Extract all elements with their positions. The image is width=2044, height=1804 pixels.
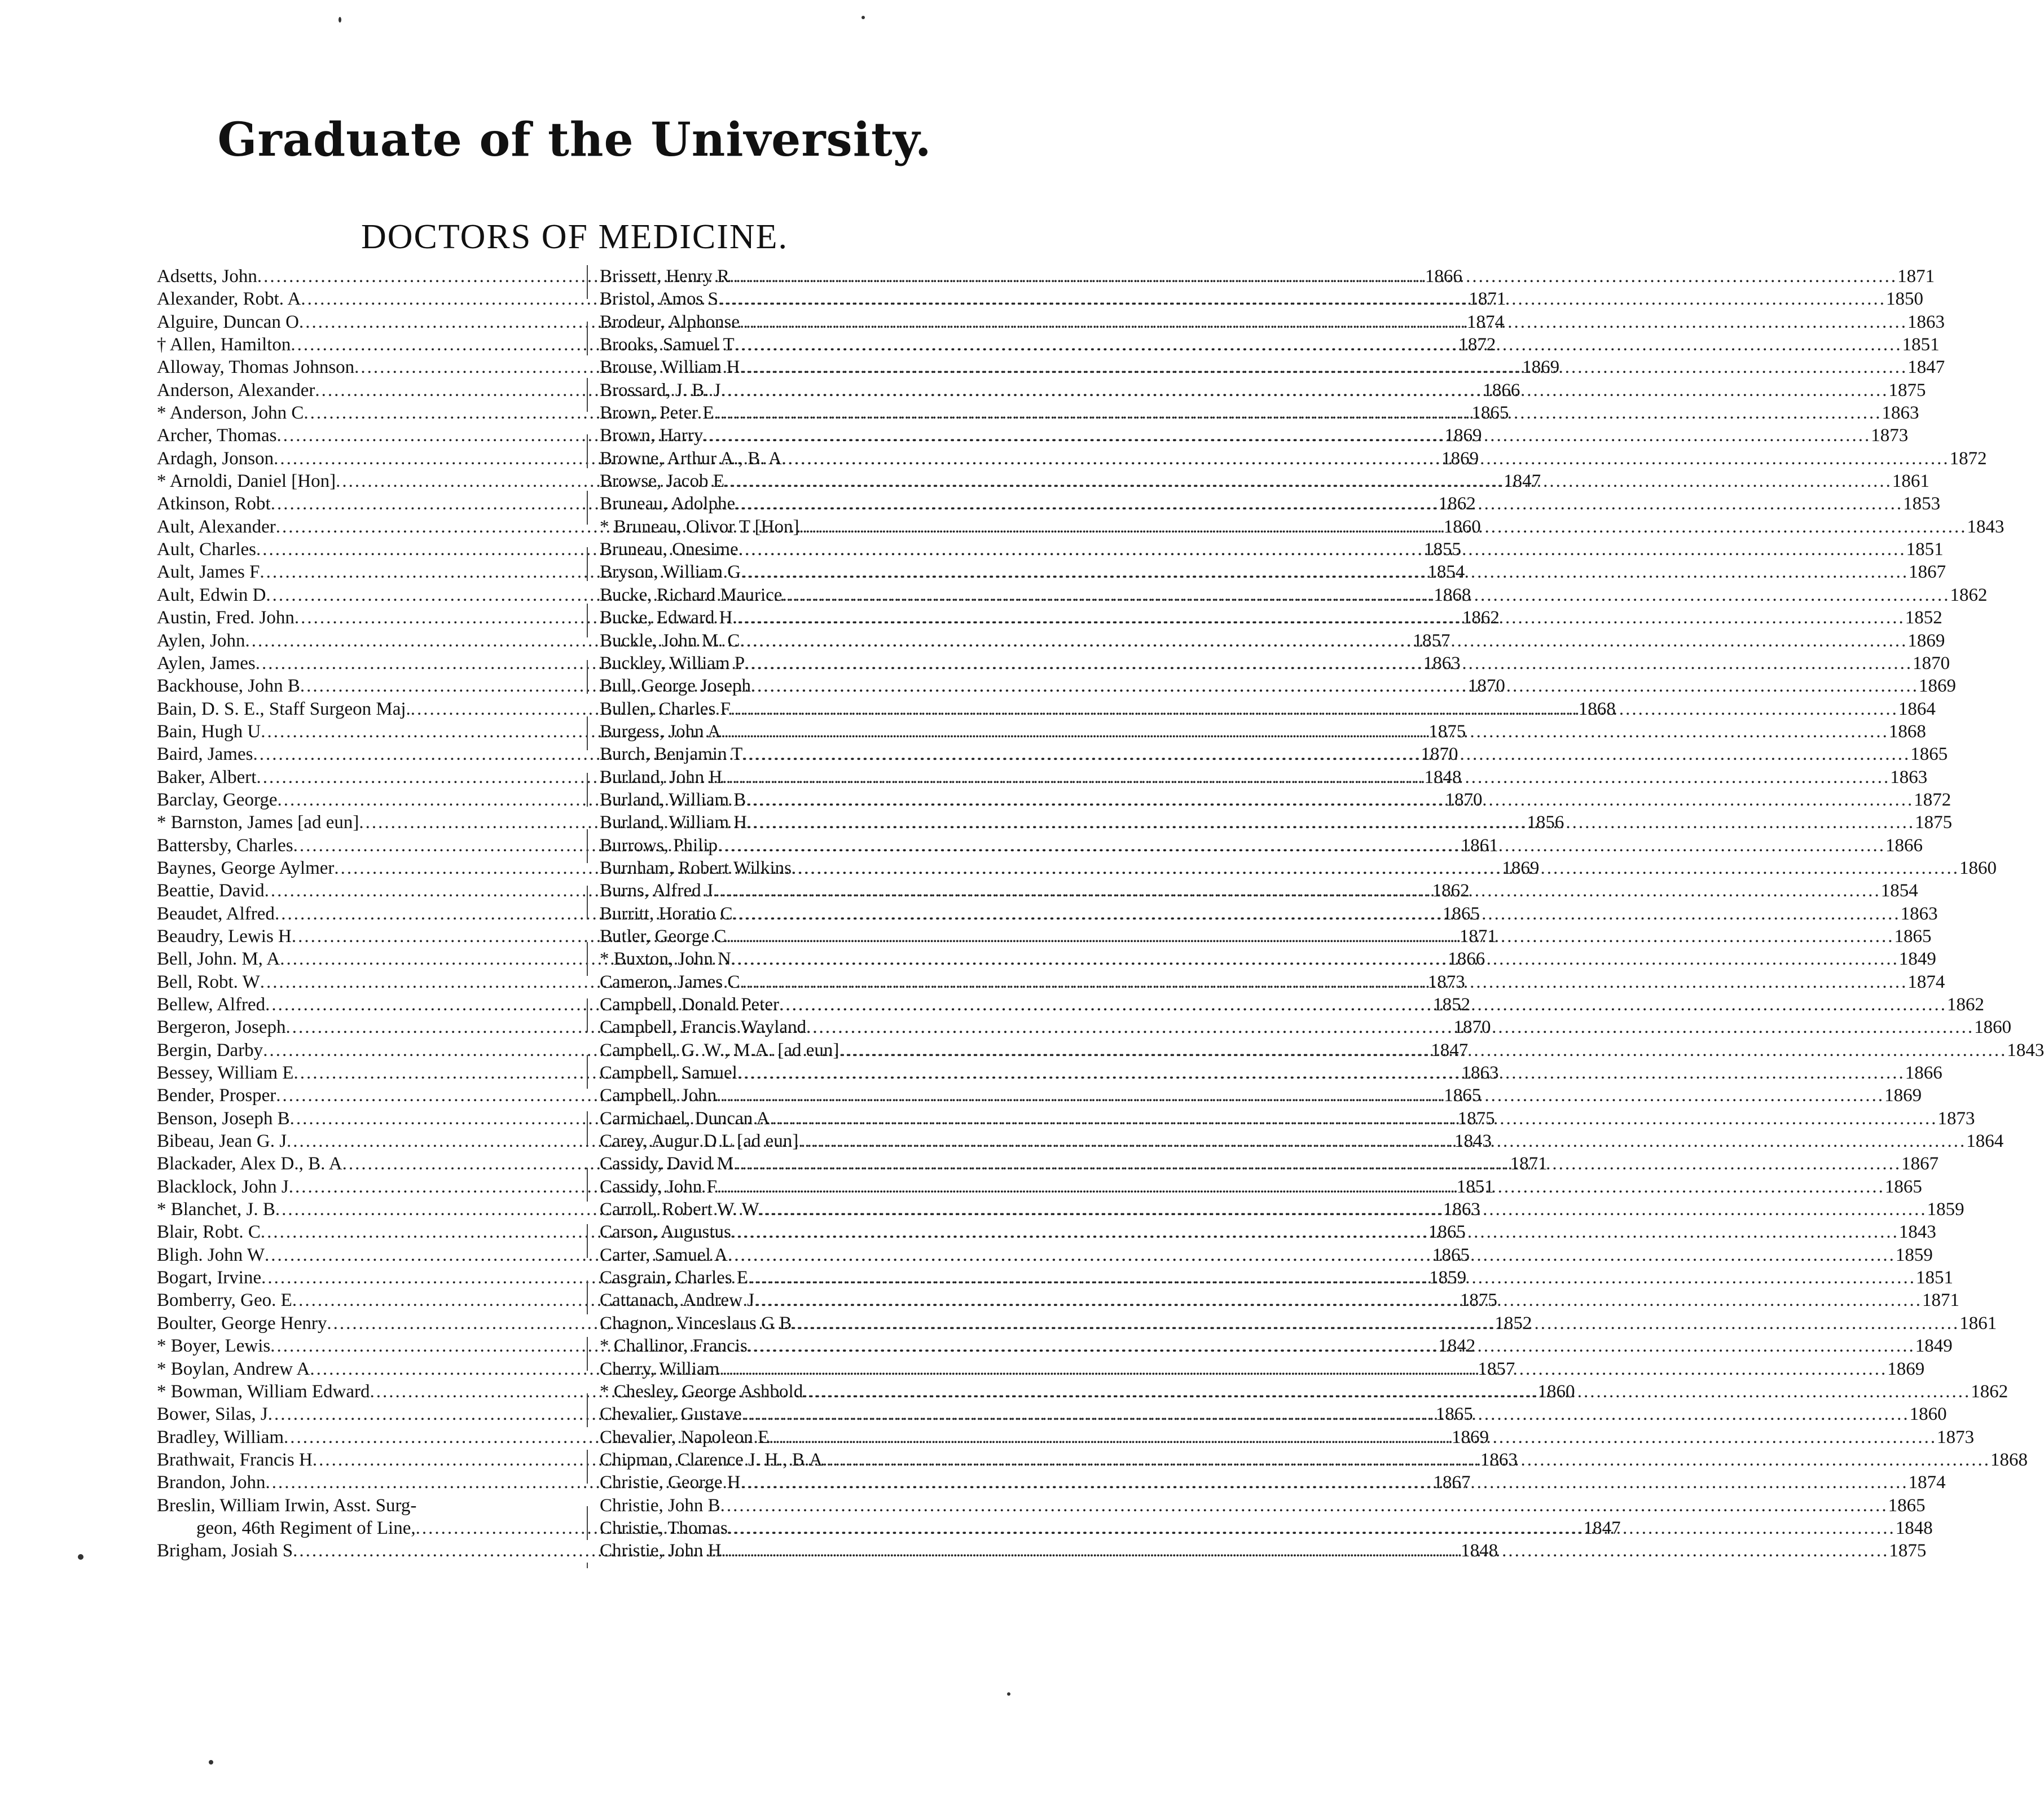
graduation-year: 1869 xyxy=(1441,448,1479,469)
leader-dots xyxy=(792,857,1959,879)
graduate-name: Bergin, Darby xyxy=(157,1040,263,1061)
graduate-name: * Barnston, James [ad eun] xyxy=(157,812,359,833)
graduate-name: Brathwait, Francis H xyxy=(157,1449,313,1470)
graduate-name: Battersby, Charles xyxy=(157,835,293,856)
graduation-year: 1861 xyxy=(1959,1313,1997,1334)
graduate-name: Campbell, Francis Wayland xyxy=(600,1017,807,1038)
graduate-name: Burnham, Robert Wilkins xyxy=(600,857,792,878)
graduation-year: 1871 xyxy=(1469,289,1506,310)
graduate-name: Barclay, George xyxy=(157,789,278,810)
graduate-name: Brown, Harry xyxy=(600,425,704,446)
graduation-year: 1875 xyxy=(1460,1290,1497,1311)
graduation-year: 1848 xyxy=(1424,767,1462,787)
graduation-year: 1842 xyxy=(1438,1336,1476,1357)
graduation-year: 1849 xyxy=(1898,949,1936,970)
graduation-year: 1863 xyxy=(1461,1063,1499,1084)
graduation-year: 1865 xyxy=(1428,1222,1466,1243)
graduation-year: 1851 xyxy=(1906,539,1944,560)
graduation-year: 1847 xyxy=(1431,1040,1469,1061)
graduate-name: Brown, Peter E xyxy=(600,403,714,424)
graduate-name: * Boylan, Andrew A xyxy=(157,1358,310,1379)
graduation-year: 1868 xyxy=(1434,584,1471,605)
graduate-name: Bain, D. S. E., Staff Surgeon Maj. xyxy=(157,698,411,719)
graduate-name: Atkinson, Robt xyxy=(157,494,271,514)
graduation-year: 1863 xyxy=(1890,767,1928,787)
leader-dots xyxy=(737,606,1905,629)
graduation-year: 1860 xyxy=(1443,516,1481,537)
graduation-year: 1869 xyxy=(1502,857,1540,878)
leader-dots xyxy=(731,698,1898,720)
leader-dots xyxy=(782,447,1950,470)
leader-dots xyxy=(735,492,1903,515)
graduate-name: Bull, George Joseph xyxy=(600,676,751,697)
graduate-name: Baird, James xyxy=(157,744,253,765)
graduate-name: Carter, Samuel A xyxy=(600,1244,728,1265)
graduate-name: Cherry, William xyxy=(600,1358,720,1379)
graduation-year: 1860 xyxy=(1537,1381,1575,1402)
graduation-year: 1865 xyxy=(1888,1495,1926,1516)
graduate-name: Benson, Joseph B xyxy=(157,1108,290,1129)
graduate-name: Anderson, Alexander xyxy=(157,380,315,401)
graduate-name: Carroll, Robert W. W xyxy=(600,1199,759,1220)
graduation-year: 1854 xyxy=(1880,881,1918,901)
graduation-year: 1862 xyxy=(1462,608,1500,628)
leader-dots xyxy=(779,993,1947,1016)
graduate-name: Breslin, William Irwin, Asst. Surg- xyxy=(157,1495,417,1516)
section-heading: DOCTORS OF MEDICINE. xyxy=(361,218,789,256)
graduation-year: 1860 xyxy=(1974,1017,2012,1038)
leader-dots xyxy=(792,1312,1959,1335)
leader-dots xyxy=(718,834,1885,857)
graduate-name: Austin, Fred. John xyxy=(157,608,294,628)
graduate-name: Blair, Robt. C xyxy=(157,1222,261,1243)
graduation-year: 1869 xyxy=(1452,1427,1489,1447)
graduation-year: 1847 xyxy=(1583,1517,1621,1538)
graduate-name: Bain, Hugh U xyxy=(157,721,261,742)
graduation-year: 1872 xyxy=(1458,335,1496,355)
leader-dots xyxy=(748,1335,1915,1357)
graduate-name: Aylen, James xyxy=(157,653,256,674)
graduation-year: 1857 xyxy=(1413,630,1450,651)
graduate-name: Casgrain, Charles E xyxy=(600,1268,749,1288)
graduate-name: Browse, Jacob E xyxy=(600,471,724,492)
graduation-year: 1868 xyxy=(1990,1449,2028,1470)
graduation-year: 1863 xyxy=(1900,903,1938,924)
graduation-year: 1862 xyxy=(1971,1381,2008,1402)
graduate-name: Burland, William B xyxy=(600,789,746,810)
graduation-year: 1869 xyxy=(1918,676,1956,697)
graduation-year: 1862 xyxy=(1950,584,1988,605)
graduate-name: Campbell, G. W., M.A. [ad eun] xyxy=(600,1040,839,1061)
graduation-year: 1871 xyxy=(1922,1290,1960,1311)
graduation-year: 1843 xyxy=(1454,1131,1492,1152)
graduate-name: Christie, George H xyxy=(600,1472,741,1493)
graduate-name: Bellew, Alfred xyxy=(157,995,266,1015)
leader-dots xyxy=(717,1084,1884,1107)
graduate-name: Buckley, William P xyxy=(600,653,745,674)
graduate-name: Bradley, William xyxy=(157,1427,284,1447)
graduation-year: 1857 xyxy=(1478,1358,1515,1379)
graduate-name: Bibeau, Jean G. J xyxy=(157,1131,287,1152)
graduate-name: † Allen, Hamilton xyxy=(157,335,291,355)
graduation-year: 1867 xyxy=(1909,562,1946,583)
leader-dots xyxy=(733,1152,1901,1175)
graduation-year: 1870 xyxy=(1445,789,1483,810)
graduation-year: 1866 xyxy=(1448,949,1485,970)
graduate-name: * Challinor, Francis xyxy=(600,1336,748,1357)
graduation-year: 1875 xyxy=(1915,812,1953,833)
graduation-year: 1869 xyxy=(1887,1358,1925,1379)
graduate-name: Cameron, James C xyxy=(600,971,740,992)
graduation-year: 1869 xyxy=(1522,357,1560,378)
leader-dots xyxy=(731,948,1899,970)
graduation-year: 1843 xyxy=(1967,516,2005,537)
graduate-name: Bruneau, Adolphe xyxy=(600,494,736,514)
graduation-year: 1863 xyxy=(1907,311,1945,332)
graduation-year: 1875 xyxy=(1428,721,1466,742)
graduate-name: Ault, Charles xyxy=(157,539,256,560)
leader-dots xyxy=(722,766,1890,789)
graduate-name: Adsetts, John xyxy=(157,266,257,287)
graduation-year: 1859 xyxy=(1895,1244,1933,1265)
graduation-year: 1851 xyxy=(1916,1268,1954,1288)
graduate-name: Butler, George C xyxy=(600,926,727,947)
graduation-year: 1860 xyxy=(1959,857,1997,878)
graduation-year: 1848 xyxy=(1461,1541,1498,1561)
scan-speck xyxy=(339,17,341,23)
graduate-name: Beaudet, Alfred xyxy=(157,903,275,924)
graduate-name: Christie, John H xyxy=(600,1541,722,1561)
graduate-name: Brossard, J. B. J xyxy=(600,380,721,401)
leader-dots xyxy=(740,630,1907,652)
graduate-name: Burgess, John A xyxy=(600,721,721,742)
graduate-name: Bullen, Charles F xyxy=(600,698,731,719)
graduation-year: 1865 xyxy=(1432,1244,1470,1265)
graduate-name: Carmichael, Duncan A xyxy=(600,1108,770,1129)
graduation-year: 1856 xyxy=(1527,812,1564,833)
graduate-name: Bucke, Edward H. xyxy=(600,608,737,628)
graduate-name: * Arnoldi, Daniel [Hon] xyxy=(157,471,336,492)
leader-dots xyxy=(769,1426,1937,1449)
leader-dots xyxy=(754,1289,1922,1312)
graduate-name: Burns, Alfred J xyxy=(600,881,713,901)
graduate-name: Brigham, Josiah S xyxy=(157,1541,293,1561)
graduation-year: 1866 xyxy=(1483,380,1520,401)
graduation-year: 1863 xyxy=(1480,1449,1518,1470)
leader-dots xyxy=(798,1130,1966,1152)
leader-dots xyxy=(745,652,1913,675)
leader-dots xyxy=(740,971,1907,993)
leader-dots xyxy=(770,1107,1937,1130)
graduation-year: 1849 xyxy=(1915,1336,1953,1357)
graduation-year: 1874 xyxy=(1908,1472,1946,1493)
graduation-year: 1872 xyxy=(1914,789,1951,810)
graduation-year: 1868 xyxy=(1578,698,1616,719)
graduation-year: 1862 xyxy=(1947,995,1985,1015)
leader-dots xyxy=(726,925,1894,948)
graduate-name: Brouse, William H xyxy=(600,357,740,378)
graduate-name: Campbell, Samuel xyxy=(600,1063,737,1084)
leader-dots xyxy=(721,379,1889,402)
graduate-name: Ault, James F xyxy=(157,562,260,583)
graduation-year: 1865 xyxy=(1894,926,1932,947)
leader-dots xyxy=(782,584,1950,606)
graduate-name: Carey, Augur D L [ad eun] xyxy=(600,1131,799,1152)
graduation-year: 1851 xyxy=(1902,335,1940,355)
graduate-name: Bessey, William E xyxy=(157,1063,294,1084)
graduate-name: Bergeron, Joseph xyxy=(157,1017,286,1038)
graduate-name: Bomberry, Geo. E xyxy=(157,1290,292,1311)
graduation-year: 1847 xyxy=(1504,471,1541,492)
graduation-year: 1873 xyxy=(1871,425,1909,446)
graduation-year: 1866 xyxy=(1905,1063,1942,1084)
leader-dots xyxy=(759,1198,1927,1221)
graduation-year: 1860 xyxy=(1909,1404,1947,1425)
graduation-year: 1874 xyxy=(1907,971,1945,992)
graduation-year: 1859 xyxy=(1429,1268,1467,1288)
leader-dots xyxy=(724,470,1892,492)
graduate-name: Bower, Silas, J xyxy=(157,1404,268,1425)
graduate-name: Burland, William H xyxy=(600,812,748,833)
graduation-year: 1869 xyxy=(1444,425,1482,446)
graduation-year: 1873 xyxy=(1937,1108,1975,1129)
graduate-name: Cassidy, John F xyxy=(600,1176,717,1197)
graduate-name: * Blanchet, J. B xyxy=(157,1199,275,1220)
graduate-name: Christie, Thomas xyxy=(600,1517,728,1538)
graduate-name: * Buxton, John N xyxy=(600,949,731,970)
graduation-year: 1870 xyxy=(1453,1017,1491,1038)
graduate-name: * Bruneau, Olivor T [Hon] xyxy=(600,516,799,537)
graduate-entry xyxy=(157,1494,608,1517)
graduation-year: 1853 xyxy=(1903,494,1941,514)
leader-dots xyxy=(719,1358,1887,1380)
graduation-year: 1863 xyxy=(1423,653,1461,674)
graduation-year: 1859 xyxy=(1927,1199,1964,1220)
graduate-name: * Chesley, George Ashbold xyxy=(600,1381,803,1402)
leader-dots xyxy=(741,561,1909,583)
graduate-name: Browne, Arthur A., B. A xyxy=(600,448,782,469)
graduate-name: Ault, Alexander xyxy=(157,516,276,537)
leader-dots xyxy=(839,1039,2007,1062)
leader-dots xyxy=(748,1266,1916,1289)
scan-speck xyxy=(78,1554,83,1560)
leader-dots xyxy=(714,402,1882,424)
graduation-year: 1874 xyxy=(1467,311,1505,332)
graduate-name: Buckle, John M. C xyxy=(600,630,740,651)
leader-dots xyxy=(742,743,1910,765)
scan-speck xyxy=(209,1760,213,1765)
graduate-name: Aylen, John xyxy=(157,630,245,651)
leader-dots xyxy=(741,1471,1909,1494)
graduation-year: 1850 xyxy=(1885,289,1923,310)
graduate-name: Brissett, Henry R xyxy=(600,266,730,287)
graduation-year: 1862 xyxy=(1432,881,1470,901)
leader-dots xyxy=(737,1062,1905,1084)
graduate-name: Baker, Albert xyxy=(157,767,257,787)
graduation-year: 1869 xyxy=(1907,630,1945,651)
graduation-year: 1873 xyxy=(1937,1427,1975,1447)
graduate-name: * Anderson, John C xyxy=(157,403,304,424)
graduate-name: Bligh. John W xyxy=(157,1244,265,1265)
graduation-year: 1854 xyxy=(1427,562,1465,583)
graduate-name: Burritt, Horatio C xyxy=(600,903,733,924)
leader-dots xyxy=(740,311,1907,333)
column-divider xyxy=(587,265,588,1568)
graduate-name: Ault, Edwin D xyxy=(157,584,266,605)
graduate-name: * Boyer, Lewis xyxy=(157,1336,271,1357)
graduate-name: Alexander, Robt. A xyxy=(157,289,301,310)
page-title: Graduate of the University. xyxy=(217,113,932,167)
graduation-year: 1863 xyxy=(1443,1199,1480,1220)
graduation-year: 1872 xyxy=(1949,448,1987,469)
leader-dots xyxy=(720,1494,1888,1517)
graduate-name: Burland, John H xyxy=(600,767,723,787)
graduate-name: Carson, Augustus xyxy=(600,1222,731,1243)
leader-dots xyxy=(717,1176,1885,1198)
graduate-name: Cattanach, Andrew J xyxy=(600,1290,755,1311)
graduate-name: Cassidy, David M xyxy=(600,1154,734,1174)
graduation-year: 1851 xyxy=(1456,1176,1494,1197)
graduate-name: Brooks, Samuel T xyxy=(600,335,735,355)
graduate-name: Ardagh, Jonson xyxy=(157,448,274,469)
graduation-year: 1865 xyxy=(1435,1404,1473,1425)
graduation-year: 1843 xyxy=(2007,1040,2044,1061)
scan-speck xyxy=(1007,1692,1010,1696)
graduation-year: 1871 xyxy=(1897,266,1935,287)
graduate-name: geon, 46th Regiment of Line, xyxy=(196,1517,416,1538)
graduation-year: 1862 xyxy=(1438,494,1476,514)
graduation-year: 1861 xyxy=(1892,471,1929,492)
graduate-name: Blacklock, John J xyxy=(157,1176,289,1197)
leader-dots xyxy=(746,789,1914,811)
graduation-year: 1843 xyxy=(1898,1222,1936,1243)
leader-dots xyxy=(799,516,1967,538)
graduate-name: Bryson, William G xyxy=(600,562,741,583)
graduation-year: 1866 xyxy=(1425,266,1462,287)
leader-dots xyxy=(718,288,1886,310)
graduation-year: 1870 xyxy=(1913,653,1950,674)
graduation-year: 1871 xyxy=(1510,1154,1548,1174)
graduation-year: 1865 xyxy=(1471,403,1509,424)
graduation-year: 1852 xyxy=(1905,608,1942,628)
leader-dots xyxy=(747,811,1915,834)
graduate-name: Chevalier, Gustave xyxy=(600,1404,742,1425)
graduation-year: 1868 xyxy=(1888,721,1926,742)
leader-dots xyxy=(751,675,1919,697)
graduation-year: 1865 xyxy=(1884,1176,1922,1197)
graduation-year: 1847 xyxy=(1907,357,1945,378)
graduation-year: 1863 xyxy=(1882,403,1919,424)
graduation-year: 1864 xyxy=(1966,1131,2004,1152)
graduation-year: 1875 xyxy=(1889,1541,1927,1561)
graduate-name: Campbell, John xyxy=(600,1085,717,1106)
graduate-name: Bender, Prosper xyxy=(157,1085,276,1106)
graduate-name: Bell, Robt. W xyxy=(157,971,260,992)
graduate-name: Burrows, Philip xyxy=(600,835,718,856)
graduate-name: Bristol, Amos S xyxy=(600,289,718,310)
leader-dots xyxy=(742,1403,1910,1425)
graduate-name: * Bowman, William Edward xyxy=(157,1381,370,1402)
graduate-name: Bell, John. M, A xyxy=(157,949,280,970)
graduation-year: 1867 xyxy=(1901,1154,1939,1174)
graduate-name: Alguire, Duncan O xyxy=(157,311,300,332)
graduate-name: Bucke, Richard Maurice xyxy=(600,584,783,605)
graduate-name: Campbell, Donald Peter xyxy=(600,995,780,1015)
graduation-year: 1865 xyxy=(1444,1085,1482,1106)
leader-dots xyxy=(721,720,1889,743)
leader-dots xyxy=(803,1380,1971,1403)
graduation-year: 1864 xyxy=(1898,698,1936,719)
graduate-name: Brandon, John xyxy=(157,1472,266,1493)
graduation-year: 1870 xyxy=(1421,744,1458,765)
graduation-year: 1869 xyxy=(1884,1085,1922,1106)
leader-dots xyxy=(735,333,1902,356)
leader-dots xyxy=(703,424,1871,447)
graduate-name: Christie, John B xyxy=(600,1495,720,1516)
graduate-name: Baynes, George Aylmer xyxy=(157,857,335,878)
leader-dots xyxy=(731,1221,1899,1243)
leader-dots xyxy=(740,356,1907,379)
graduation-year: 1848 xyxy=(1895,1517,1933,1538)
graduate-name: Chevalier, Napoleon E xyxy=(600,1427,770,1447)
leader-dots xyxy=(728,1244,1896,1266)
graduate-name: Alloway, Thomas Johnson xyxy=(157,357,355,378)
graduate-name: Brodeur, Alphonse xyxy=(600,311,740,332)
graduation-year: 1852 xyxy=(1494,1313,1532,1334)
graduate-name: Backhouse, John B xyxy=(157,676,300,697)
graduation-year: 1866 xyxy=(1885,835,1923,856)
graduation-year: 1870 xyxy=(1467,676,1505,697)
graduation-year: 1875 xyxy=(1457,1108,1495,1129)
leader-dots xyxy=(721,1539,1889,1562)
graduation-year: 1852 xyxy=(1433,995,1471,1015)
graduation-year: 1867 xyxy=(1433,1472,1471,1493)
graduate-name: Chipman, Clarence J. H., B.A xyxy=(600,1449,823,1470)
leader-dots xyxy=(739,538,1906,561)
graduate-name: Bogart, Irvine xyxy=(157,1268,262,1288)
graduate-name: Archer, Thomas xyxy=(157,425,277,446)
graduate-name: Chagnon, Vinceslaus G B xyxy=(600,1313,792,1334)
leader-dots xyxy=(733,903,1901,925)
graduate-name: Beattie, David xyxy=(157,881,265,901)
graduation-year: 1873 xyxy=(1427,971,1465,992)
graduate-name: Beaudry, Lewis H xyxy=(157,926,292,947)
scan-speck xyxy=(861,16,865,19)
graduation-year: 1875 xyxy=(1888,380,1926,401)
graduate-name: Blackader, Alex D., B. A xyxy=(157,1154,342,1174)
graduation-year: 1871 xyxy=(1459,926,1497,947)
graduate-name: Burch, Benjamin T xyxy=(600,744,743,765)
leader-dots xyxy=(806,1016,1974,1039)
graduate-entry xyxy=(600,1494,1926,1517)
graduation-year: 1865 xyxy=(1442,903,1480,924)
graduate-name: Boulter, George Henry xyxy=(157,1313,327,1334)
leader-dots xyxy=(713,879,1881,902)
leader-dots xyxy=(729,265,1897,288)
graduate-name: Bruneau, Onesime xyxy=(600,539,739,560)
graduation-year: 1865 xyxy=(1910,744,1948,765)
leader-dots xyxy=(728,1517,1896,1539)
leader-dots xyxy=(823,1449,1990,1471)
graduation-year: 1855 xyxy=(1423,539,1461,560)
graduation-year: 1861 xyxy=(1461,835,1498,856)
